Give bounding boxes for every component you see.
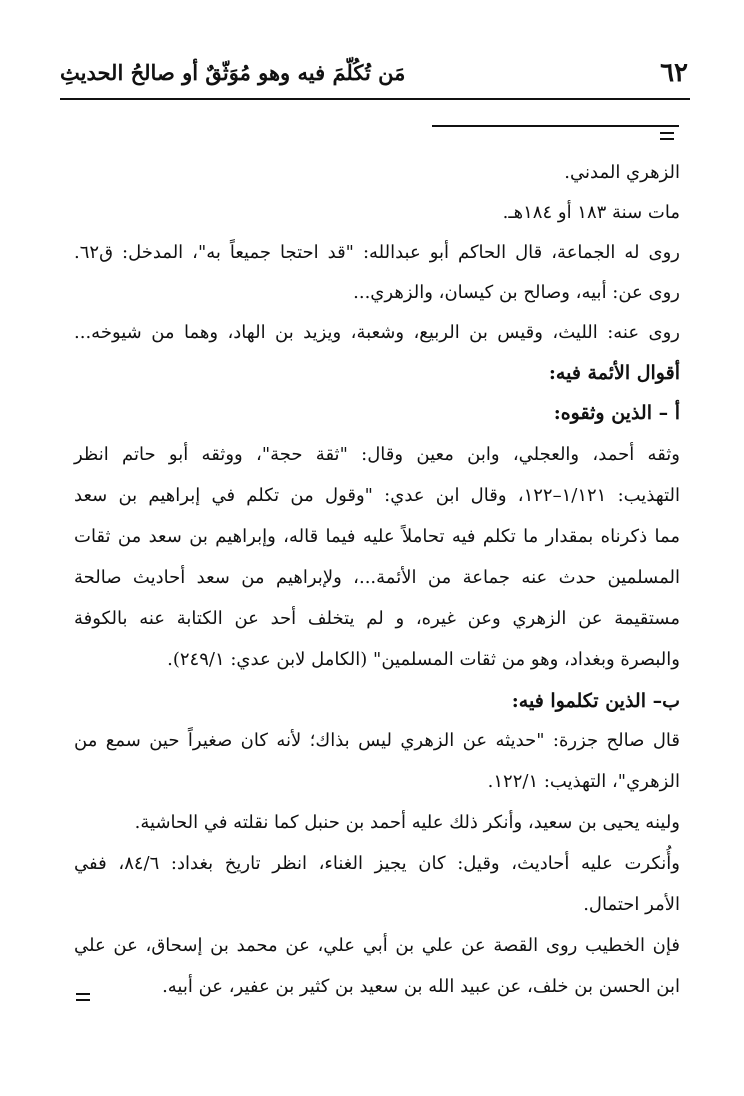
text-line: وثقه أحمد، والعجلي، وابن معين وقال: "ثقة حجة"، ووثقه أبو حاتم انظر	[74, 444, 680, 465]
text-line: الزهري المدني.	[564, 162, 680, 183]
section-heading: أقوال الأئمة فيه:	[548, 362, 680, 384]
text-line: الأمر احتمال.	[583, 894, 680, 915]
text-line: قال صالح جزرة: "حديثه عن الزهري ليس بذاك؛ لأنه كان صغيراً حين سمع من	[74, 730, 680, 751]
text-line: الزهري"، التهذيب: ١٢٢/١.	[487, 771, 680, 792]
text-line: والبصرة وبغداد، وهو من ثقات المسلمين" (الكامل لابن عدي: ٢٤٩/١).	[167, 649, 680, 670]
text-line: مات سنة ١٨٣ أو ١٨٤هـ.	[502, 202, 680, 223]
text-line: روى عنه: الليث، وقيس بن الربيع، وشعبة، ويزيد بن الهاد، وهما من شيوخه...	[74, 322, 680, 343]
running-title: مَن تُكُلّمَ فيه وهو مُوَثّقٌ أو صالحُ الحديثِ	[60, 60, 406, 85]
section-heading: أ – الذين وثقوه:	[553, 402, 680, 424]
page-header	[60, 54, 690, 100]
text-line: ابن الحسن بن خلف، عن عبيد الله بن سعيد بن كثير بن عفير، عن أبيه.	[162, 976, 680, 997]
text-line: ولينه يحيى بن سعيد، وأنكر ذلك عليه أحمد بن حنبل كما نقلته في الحاشية.	[134, 812, 680, 833]
text-line: فإن الخطيب روى القصة عن علي بن أبي علي، عن محمد بن إسحاق، عن علي	[74, 935, 680, 956]
continuation-mark-top	[660, 132, 674, 142]
text-line: روى له الجماعة، قال الحاكم أبو عبدالله: "قد احتجا جميعاً به"، المدخل: ق٦٢.	[74, 242, 680, 263]
text-line: التهذيب: ١/١٢١–١٢٢، وقال ابن عدي: "وقول من تكلم في إبراهيم بن سعد	[74, 485, 680, 506]
section-heading: ب– الذين تكلموا فيه:	[511, 690, 680, 712]
text-line: مما ذكرناه بمقدار ما تكلم فيه تحاملاً عليه فيما قاله، وإبراهيم بن سعد من ثقات	[74, 526, 680, 547]
continuation-mark-bottom	[76, 993, 90, 1003]
text-line: روى عن: أبيه، وصالح بن كيسان، والزهري...	[353, 282, 680, 303]
text-line: المسلمين حدث عنه جماعة من الأئمة...، ولإبراهيم من سعد أحاديث صالحة	[74, 567, 680, 588]
page-number: ٦٢	[660, 58, 688, 88]
section-divider	[432, 125, 679, 127]
text-line: مستقيمة عن الزهري وعن غيره، و لم يتخلف أحد عن الكتابة عنه بالكوفة	[74, 608, 680, 629]
text-line: وأُنكرت عليه أحاديث، وقيل: كان يجيز الغناء، انظر تاريخ بغداد: ٨٤/٦، ففي	[74, 853, 681, 874]
